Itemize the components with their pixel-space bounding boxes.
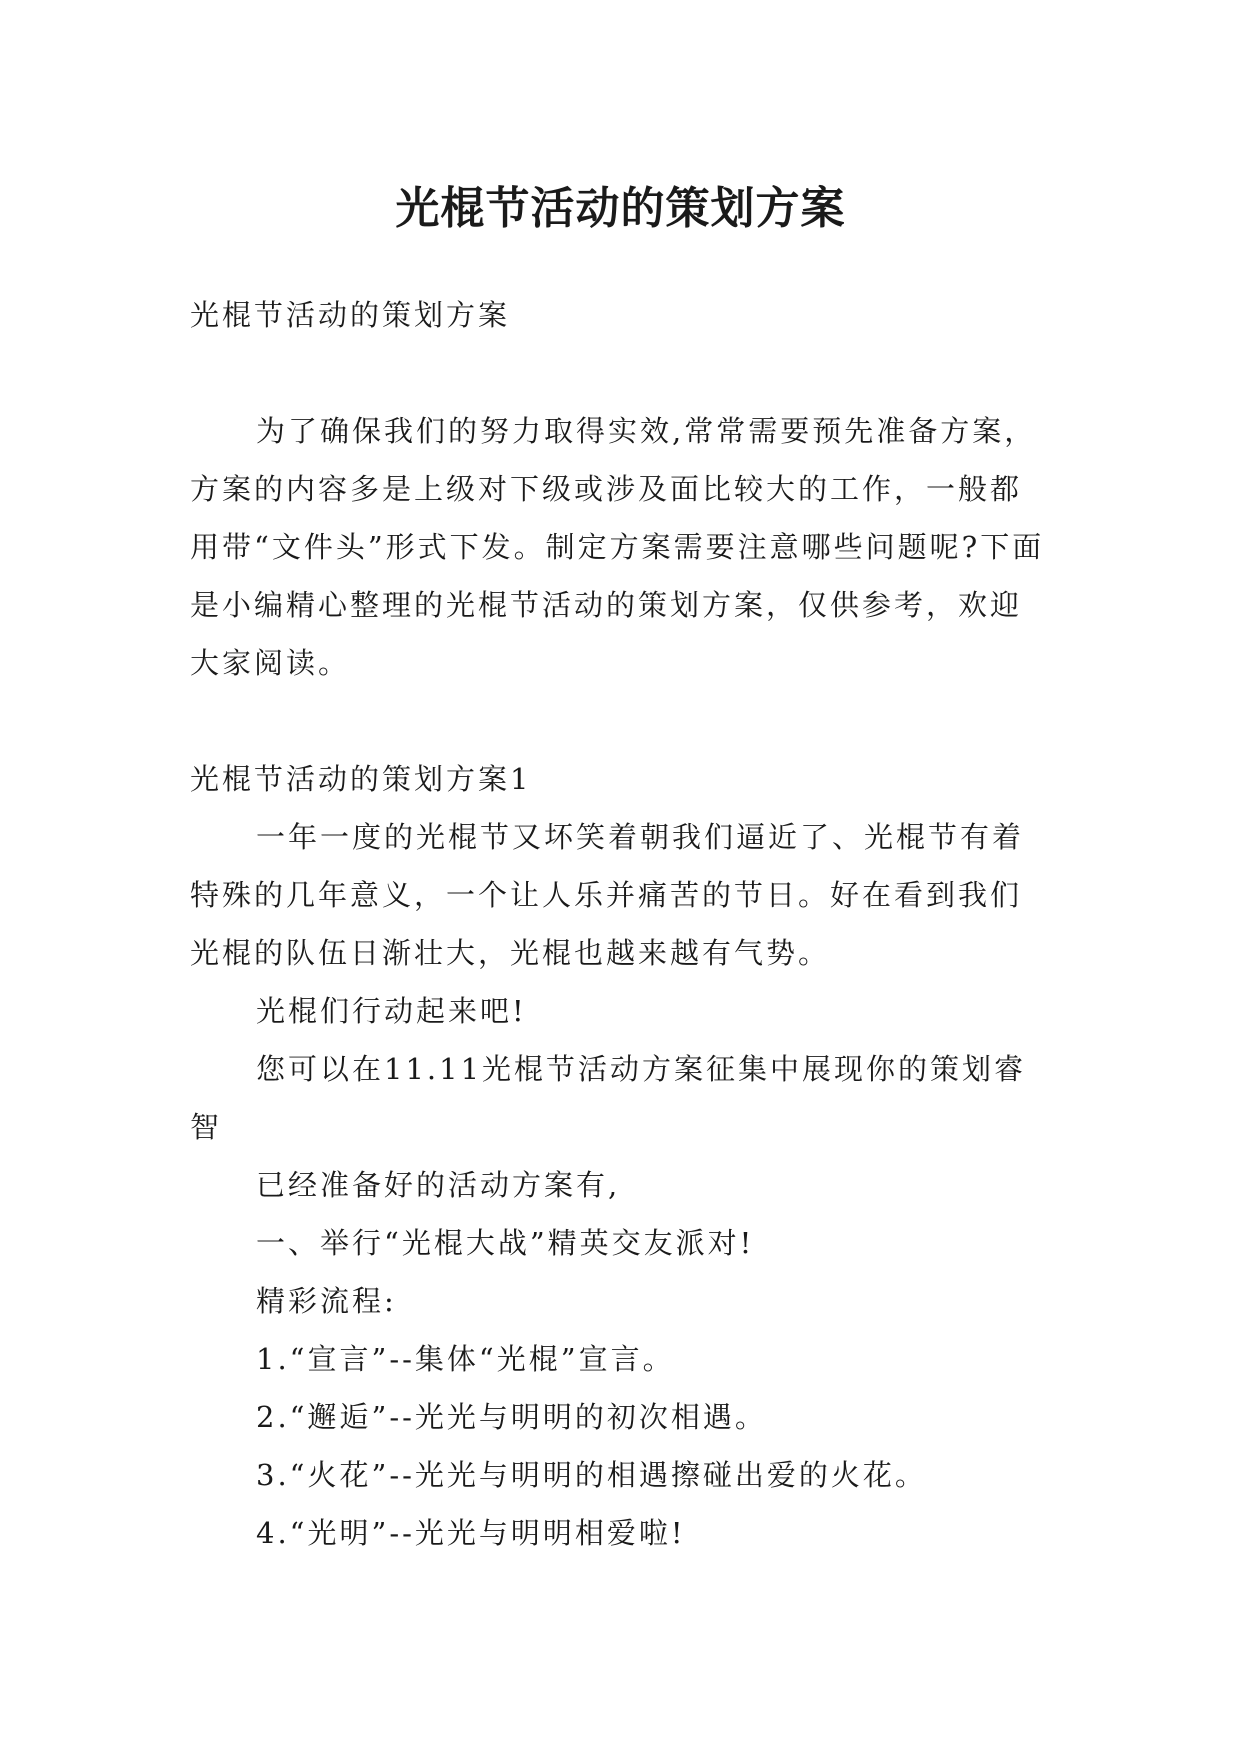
list-item: 3.“火花”--光光与明明的相遇擦碰出爱的火花。 (256, 1458, 927, 1492)
list-item: 2.“邂逅”--光光与明明的初次相遇。 (256, 1400, 767, 1434)
body-paragraph: 已经准备好的活动方案有, (256, 1168, 621, 1202)
list-heading: 一、举行“光棍大战”精英交友派对! (256, 1226, 755, 1260)
subtitle-paragraph: 光棍节活动的策划方案 (190, 298, 511, 332)
intro-paragraph: 为了确保我们的努力取得实效,常常需要预先准备方案，方案的内容多是上级对下级或涉及面比较大的工作，一般都用带“文件头”形式下发。制定方案需要注意哪些问题呢?下面是小编精心整理的光棍节活动的策划方案，仅供参考，欢迎大家阅读。 (190, 414, 1045, 680)
list-item: 1.“宣言”--集体“光棍”宣言。 (256, 1342, 675, 1376)
list-label: 精彩流程: (256, 1284, 397, 1318)
body-paragraph: 一年一度的光棍节又坏笑着朝我们逼近了、光棍节有着特殊的几年意义，一个让人乐并痛苦的节日。好在看到我们光棍的队伍日渐壮大，光棍也越来越有气势。 (190, 820, 1025, 970)
body-paragraph: 光棍们行动起来吧! (256, 994, 527, 1028)
list-item: 4.“光明”--光光与明明相爱啦! (256, 1516, 686, 1550)
body-paragraph: 您可以在11.11光棍节活动方案征集中展现你的策划睿智 (190, 1052, 1027, 1144)
section-heading-1: 光棍节活动的策划方案1 (190, 762, 532, 796)
document-title: 光棍节活动的策划方案 (395, 183, 846, 235)
document-body (190, 286, 1052, 1562)
